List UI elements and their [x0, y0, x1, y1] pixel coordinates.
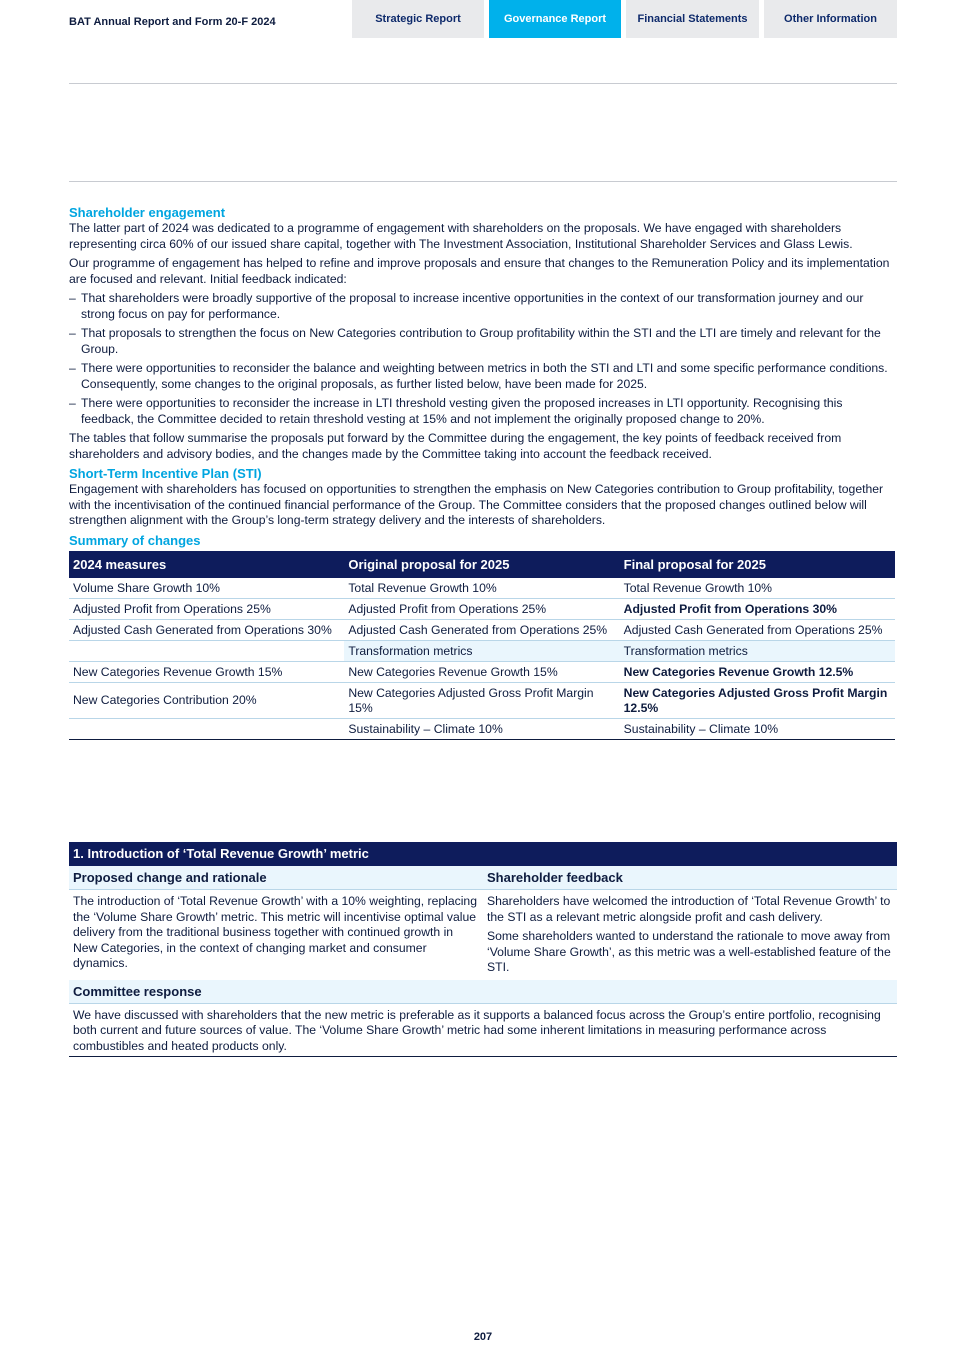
table-cell: Adjusted Cash Generated from Operations 25%	[344, 619, 619, 640]
column-header: Original proposal for 2025	[344, 551, 619, 578]
table-cell	[69, 718, 344, 739]
table-cell: Adjusted Cash Generated from Operations 30%	[69, 619, 344, 640]
sti-paragraph: Engagement with shareholders has focused on opportunities to strengthen the emphasis on New Categories contribution to Group profitability, together with the incentivisation of the continued financial performance of the Group. The Committee considers that the proposed changes outlined below will strengthen alignment with the Group’s long-term strategy delivery and the interests of shareholders.	[69, 482, 884, 527]
proposed-change-text: The introduction of ‘Total Revenue Growth’ with a 10% weighting, replacing the ‘Volume Share Growth’ metric. This metric will incentivise optimal value delivery from the traditional business together with continued growth in New Categories, in the context of changing market and consumer dynamics.	[73, 894, 477, 970]
column-header: Final proposal for 2025	[620, 551, 895, 578]
summary-of-changes-table	[69, 551, 895, 740]
table-cell: Total Revenue Growth 10%	[344, 578, 619, 599]
summary-heading: Summary of changes	[69, 532, 201, 548]
panel-subheader-row	[69, 866, 897, 890]
list-item: – There were opportunities to reconsider the increase in LTI threshold vesting given the proposed increases in LTI opportunity. Recognising this feedback, the Committee decided to retain threshold vesting at 15% and not implement the originally proposed change to 20%.	[69, 396, 897, 427]
table-cell: Total Revenue Growth 10%	[620, 578, 895, 599]
shareholder-feedback-column	[483, 894, 897, 976]
table-header-row	[69, 551, 895, 578]
engagement-paragraph-2: Our programme of engagement has helped to refine and improve proposals and ensure that changes to the Remuneration Policy and its implementation are focused and relevant. Initial feedback indicated:	[69, 256, 890, 286]
shareholder-feedback-heading: Shareholder feedback	[487, 870, 623, 885]
table-cell: Adjusted Profit from Operations 25%	[344, 598, 619, 619]
table-cell: Transformation metrics	[344, 640, 619, 661]
table-cell: New Categories Revenue Growth 15%	[344, 661, 619, 682]
proposed-change-column	[69, 894, 483, 976]
table-cell: New Categories Contribution 20%	[69, 682, 344, 718]
table-cell: New Categories Adjusted Gross Profit Margin 12.5%	[620, 682, 895, 718]
table-cell: Sustainability – Climate 10%	[344, 718, 619, 739]
table-cell: New Categories Revenue Growth 12.5%	[620, 661, 895, 682]
tab-other-information[interactable]: Other Information	[764, 0, 897, 38]
page-number: 207	[473, 1331, 493, 1343]
panel-title: 1. Introduction of ‘Total Revenue Growth’ metric	[69, 842, 897, 866]
committee-response-body	[69, 1004, 897, 1058]
tab-financial-statements[interactable]: Financial Statements	[626, 0, 759, 38]
list-item: – That shareholders were broadly supportive of the proposal to increase incentive opportunities in the context of our transformation journey and our strong focus on pay for performance.	[69, 291, 897, 322]
column-header: 2024 measures	[69, 551, 344, 578]
committee-response-heading: Committee response	[69, 980, 897, 1004]
table-row	[69, 718, 895, 739]
table-cell	[69, 640, 344, 661]
table-cell: Volume Share Growth 10%	[69, 578, 344, 599]
table-cell: Transformation metrics	[620, 640, 895, 661]
main-content	[69, 205, 897, 740]
page-header	[0, 0, 966, 38]
shareholder-engagement-heading: Shareholder engagement	[69, 205, 226, 220]
total-revenue-growth-panel	[69, 842, 897, 1057]
shareholder-feedback-text-2: Some shareholders wanted to understand the rationale to move away from ‘Volume Share Growth’, as this metric was a well-established feature of the STI.	[487, 929, 891, 974]
section-divider	[69, 181, 897, 182]
committee-response-text: We have discussed with shareholders that the new metric is preferable as it supports a balanced focus across the Group’s entire portfolio, recognising both current and future sources of value. The ‘Volume Share Growth’ metric had some inherent limitations in measuring performance across combustibles and heated products only.	[73, 1007, 881, 1053]
proposed-change-heading: Proposed change and rationale	[73, 870, 267, 885]
sti-heading: Short-Term Incentive Plan (STI)	[69, 466, 262, 481]
table-cell: Adjusted Profit from Operations 25%	[69, 598, 344, 619]
table-row	[69, 682, 895, 718]
shareholder-feedback-text-1: Shareholders have welcomed the introduction of ‘Total Revenue Growth’ to the STI as a relevant metric alongside profit and cash delivery.	[487, 894, 891, 924]
table-cell: Adjusted Cash Generated from Operations 25%	[620, 619, 895, 640]
table-cell: New Categories Adjusted Gross Profit Margin 15%	[344, 682, 619, 718]
table-row	[69, 598, 895, 619]
table-cell: New Categories Revenue Growth 15%	[69, 661, 344, 682]
panel-body	[69, 890, 897, 976]
list-item: – That proposals to strengthen the focus on New Categories contribution to Group profitability within the STI and the LTI are timely and relevant for the Group.	[69, 326, 897, 357]
feedback-list	[69, 291, 897, 427]
table-row	[69, 619, 895, 640]
table-cell: Sustainability – Climate 10%	[620, 718, 895, 739]
table-row	[69, 661, 895, 682]
list-item: – There were opportunities to reconsider the balance and weighting between metrics in both the STI and LTI and some specific performance conditions. Consequently, some changes to the original proposals, as further listed below, have been made for 2025.	[69, 361, 897, 392]
document-title: BAT Annual Report and Form 20-F 2024	[69, 16, 276, 28]
table-cell: Adjusted Profit from Operations 30%	[620, 598, 895, 619]
engagement-paragraph-1: The latter part of 2024 was dedicated to a programme of engagement with shareholders on the proposals. We have engaged with shareholders representing circa 60% of our issued share capital, together with The Investment Association, Institutional Shareholder Services and Glass Lewis.	[69, 221, 853, 251]
tab-strategic-report[interactable]: Strategic Report	[352, 0, 484, 38]
engagement-paragraph-3: The tables that follow summarise the proposals put forward by the Committee during the engagement, the key points of feedback received from shareholders and advisory bodies, and the changes made by the Committee taking into account the feedback received.	[69, 431, 842, 461]
top-divider	[69, 83, 897, 84]
tab-governance-report[interactable]: Governance Report	[489, 0, 621, 38]
table-row	[69, 640, 895, 661]
table-row	[69, 578, 895, 599]
